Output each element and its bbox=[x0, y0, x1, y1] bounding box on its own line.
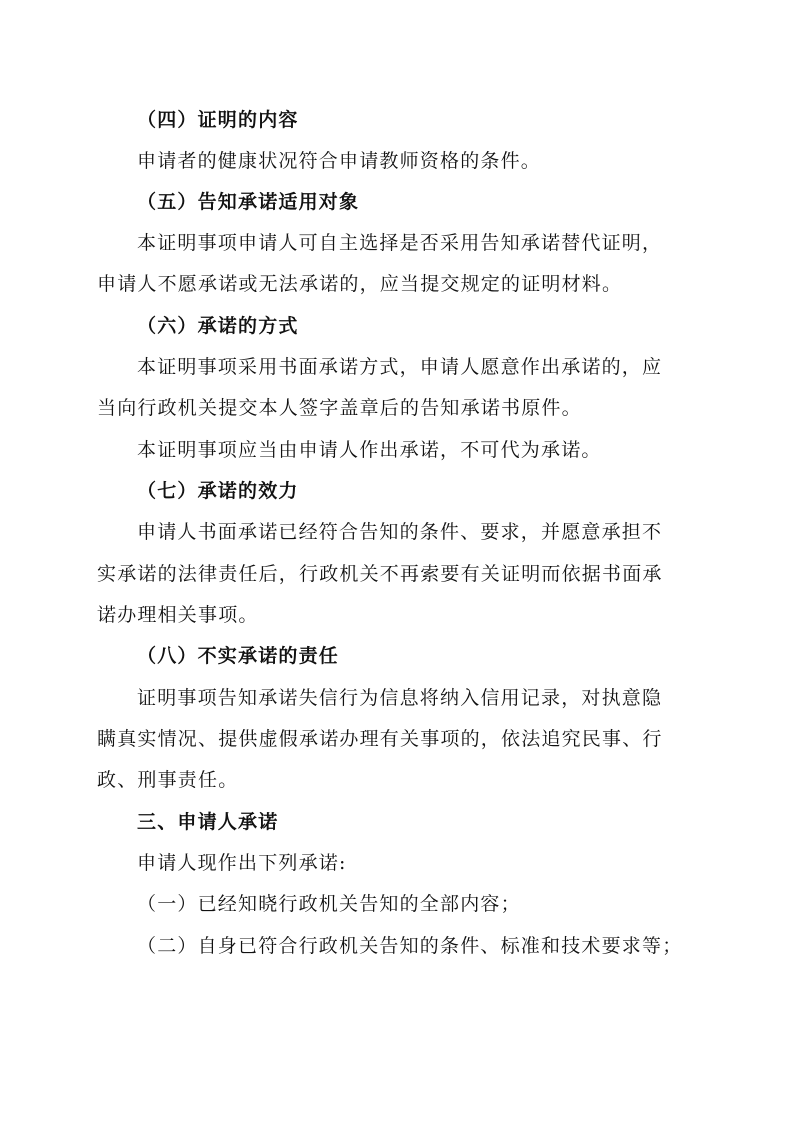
section-heading-applicant-commitment: 三、申请人承诺 bbox=[137, 811, 279, 833]
paragraph-line: 证明事项告知承诺失信行为信息将纳入信用记录，对执意隐 bbox=[137, 687, 663, 709]
list-item: （二）自身已符合行政机关告知的条件、标准和技术要求等； bbox=[137, 935, 683, 957]
paragraph-line: 本证明事项申请人可自主选择是否采用告知承诺替代证明， bbox=[137, 232, 663, 254]
heading-false-commitment-liability: （八）不实承诺的责任 bbox=[137, 645, 340, 667]
heading-commitment-effect: （七）承诺的效力 bbox=[137, 480, 299, 502]
list-item: （一）已经知晓行政机关告知的全部内容； bbox=[137, 893, 521, 915]
paragraph-line: 政、刑事责任。 bbox=[97, 769, 239, 791]
paragraph-line: 申请人不愿承诺或无法承诺的，应当提交规定的证明材料。 bbox=[97, 273, 623, 295]
paragraph-line: 本证明事项应当由申请人作出承诺，不可代为承诺。 bbox=[137, 439, 602, 461]
paragraph-line: 本证明事项采用书面承诺方式，申请人愿意作出承诺的，应 bbox=[137, 356, 663, 378]
heading-commitment-method: （六）承诺的方式 bbox=[137, 315, 299, 337]
paragraph-line: 瞒真实情况、提供虚假承诺办理有关事项的，依法追究民事、行 bbox=[97, 728, 663, 750]
paragraph-line: 申请者的健康状况符合申请教师资格的条件。 bbox=[137, 150, 542, 172]
heading-proof-content: （四）证明的内容 bbox=[137, 109, 299, 131]
paragraph-line: 实承诺的法律责任后，行政机关不再索要有关证明而依据书面承 bbox=[97, 563, 663, 585]
paragraph-line: 申请人书面承诺已经符合告知的条件、要求，并愿意承担不 bbox=[137, 521, 663, 543]
paragraph-line: 当向行政机关提交本人签字盖章后的告知承诺书原件。 bbox=[97, 397, 582, 419]
heading-applicable-objects: （五）告知承诺适用对象 bbox=[137, 191, 360, 213]
paragraph-line: 诺办理相关事项。 bbox=[97, 604, 259, 626]
paragraph-line: 申请人现作出下列承诺: bbox=[137, 852, 347, 874]
